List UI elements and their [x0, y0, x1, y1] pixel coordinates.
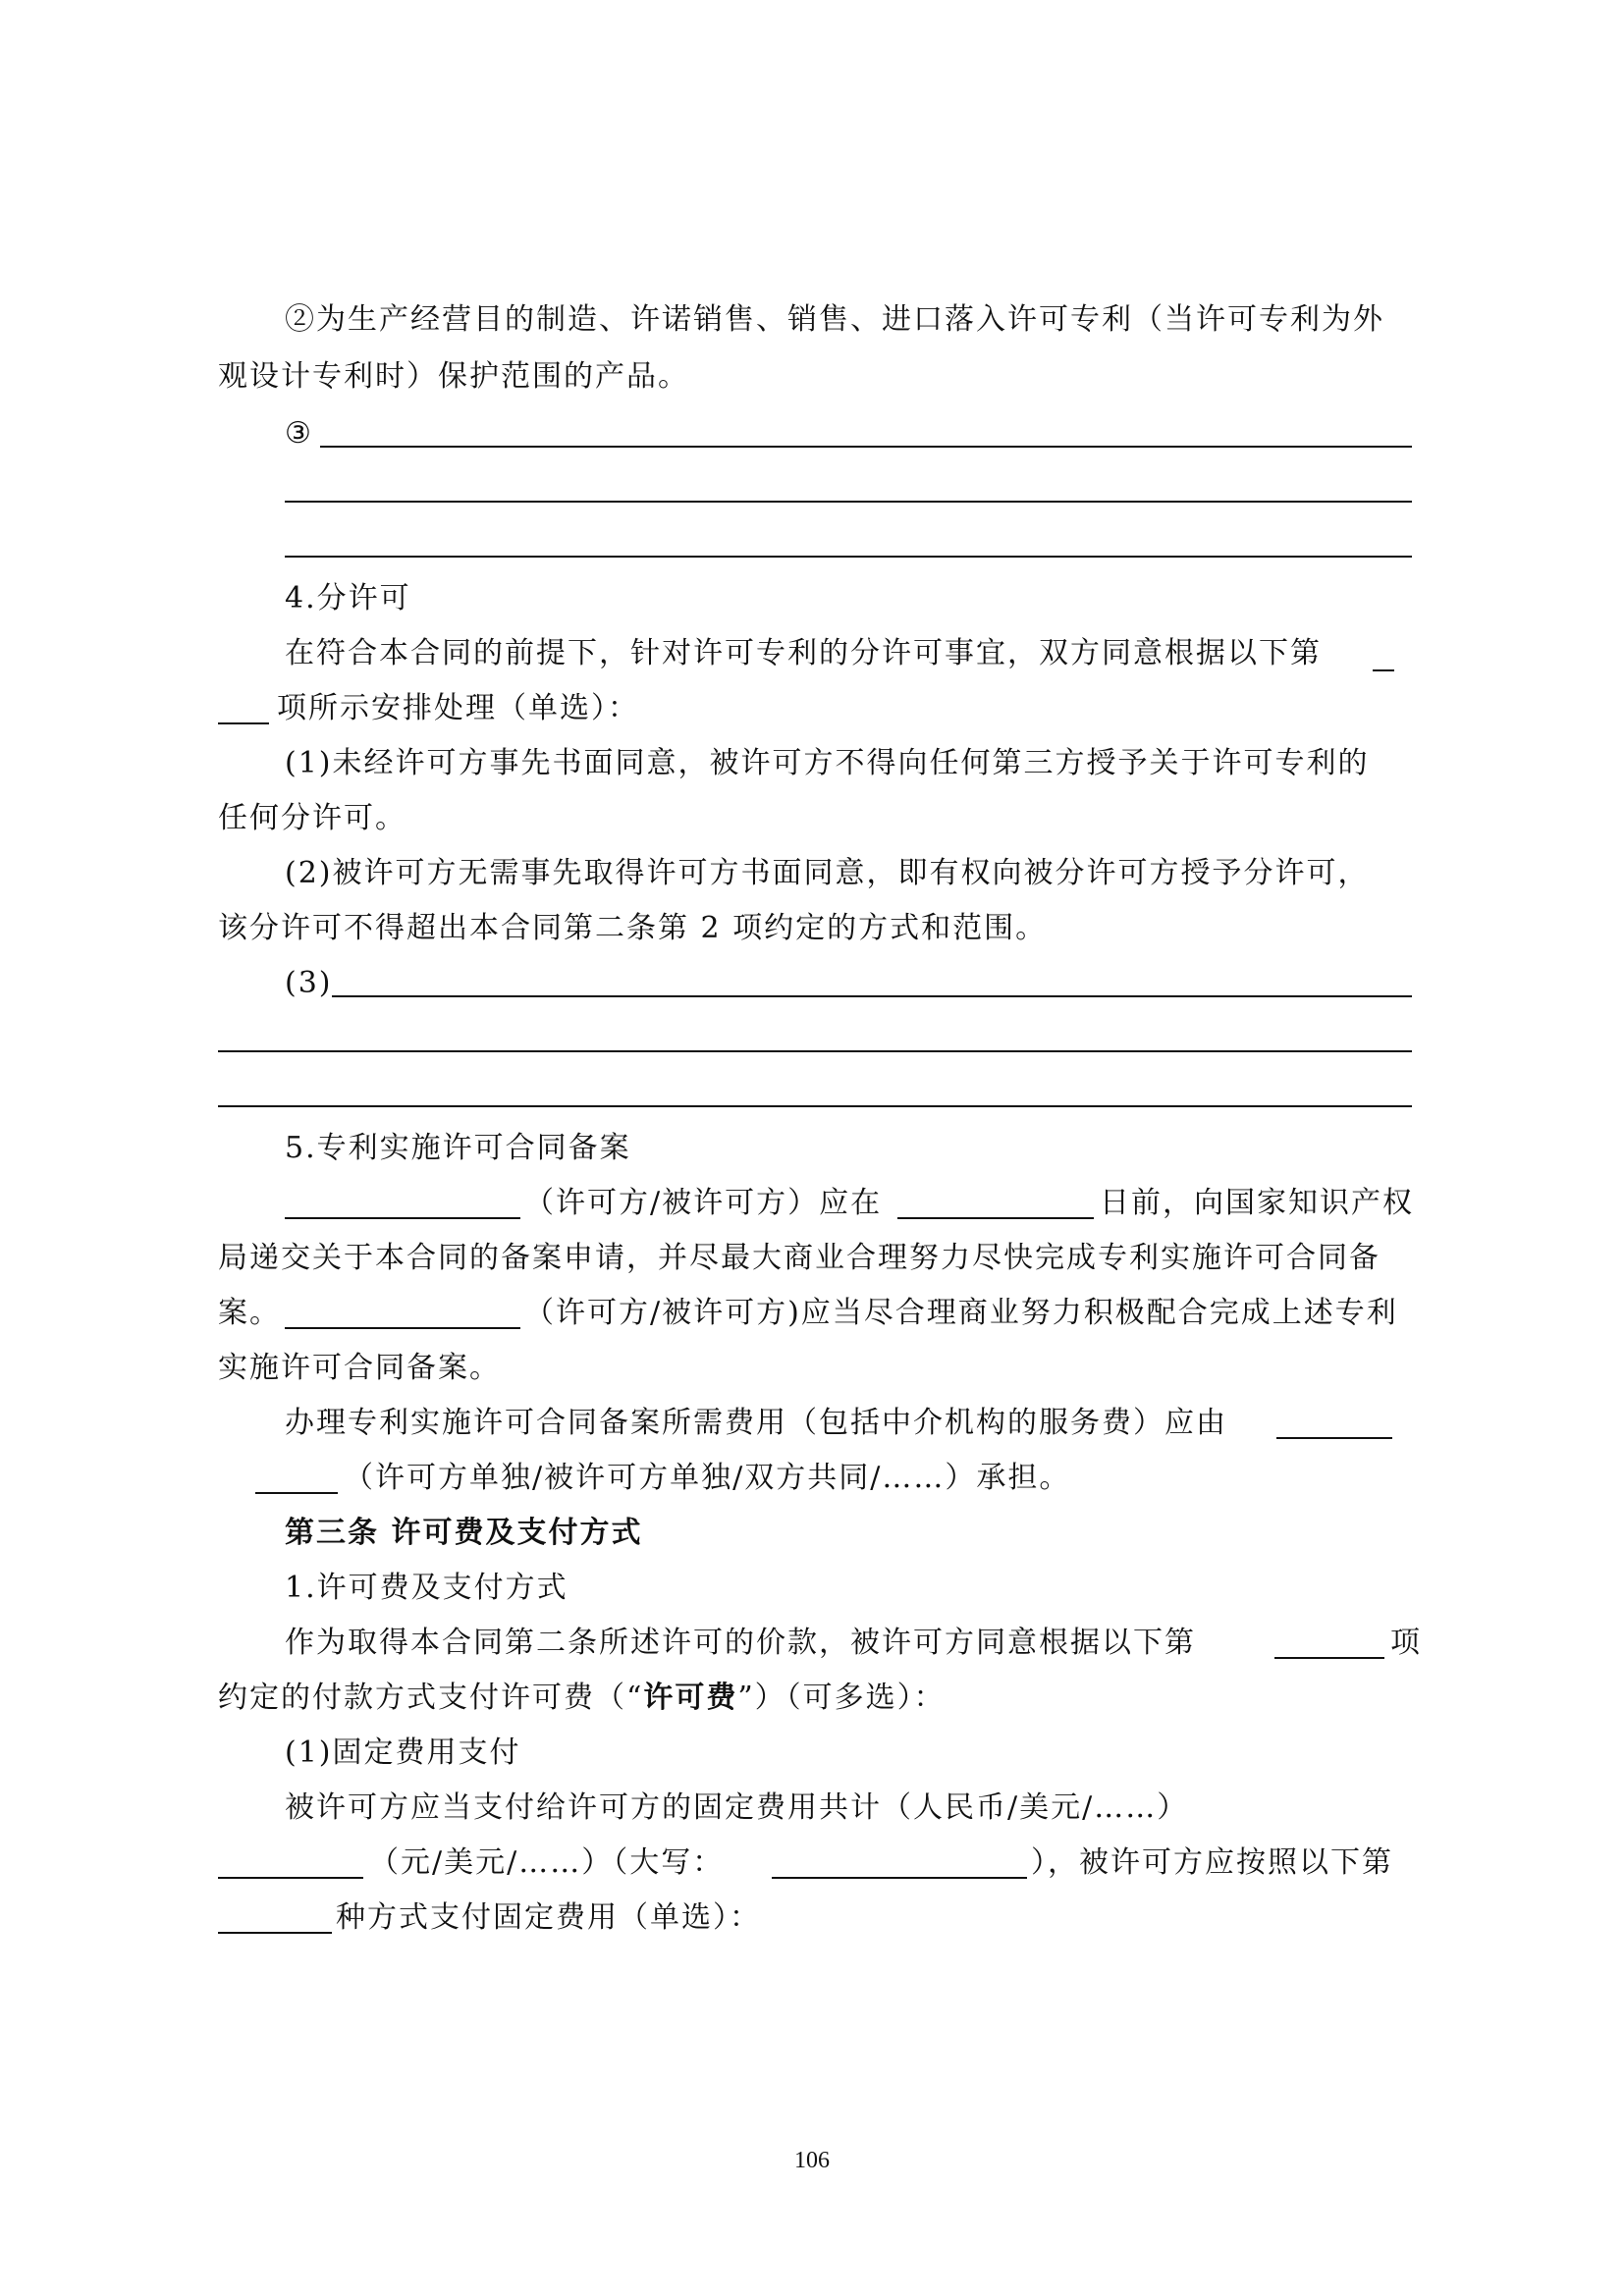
- paragraph-line: 被许可方应当支付给许可方的固定费用共计（人民币/美元/……）: [285, 1790, 1189, 1825]
- paragraph-line: （许可方单独/被许可方单独/双方共同/……）承担。: [344, 1461, 1071, 1495]
- option-line: 任何分许可。: [218, 801, 406, 835]
- fill-blank: [255, 1492, 338, 1494]
- paragraph-line: （元/美元/……）（大写：: [369, 1845, 725, 1880]
- paragraph-line: （许可方/被许可方）应在: [524, 1186, 883, 1220]
- defined-term: 许可费: [643, 1681, 738, 1715]
- paragraph-line: （许可方/被许可方)应当尽合理商业努力积极配合完成上述专利: [524, 1296, 1398, 1330]
- blank-line: [218, 1105, 1412, 1107]
- article-title: 第三条 许可费及支付方式: [285, 1516, 643, 1550]
- paragraph-line: ），被许可方应按照以下第: [1031, 1845, 1393, 1880]
- blank-line: [218, 1050, 1412, 1052]
- item-marker: ③: [285, 416, 313, 451]
- option-line: (1)固定费用支付: [285, 1735, 521, 1770]
- option-line: 该分许可不得超出本合同第二条第 2 项约定的方式和范围。: [218, 911, 1048, 945]
- blank-line: [285, 556, 1412, 558]
- fill-blank: [897, 1217, 1094, 1219]
- blank-line: [332, 995, 1412, 997]
- option-line: (2)被许可方无需事先取得许可方书面同意，即有权向被分许可方授予分许可，: [285, 856, 1370, 890]
- section-title: 5.专利实施许可合同备案: [285, 1131, 631, 1165]
- paragraph-line: 种方式支付固定费用（单选）：: [336, 1900, 761, 1935]
- fill-blank: [772, 1877, 1027, 1879]
- paragraph-line: ②为生产经营目的制造、许诺销售、销售、进口落入许可专利（当许可专利为外: [285, 302, 1384, 337]
- paragraph-line: 项: [1390, 1626, 1422, 1660]
- blank-line: [320, 446, 1412, 448]
- fill-blank: [218, 1932, 332, 1934]
- paragraph-line: 作为取得本合同第二条所述许可的价款，被许可方同意根据以下第: [285, 1626, 1196, 1660]
- option-marker: (3): [285, 966, 333, 1000]
- section-title: 1.许可费及支付方式: [285, 1571, 568, 1605]
- paragraph-line: 局递交关于本合同的备案申请，并尽最大商业合理努力尽快完成专利实施许可合同备: [218, 1241, 1380, 1275]
- text-run: ”）（可多选）：: [737, 1681, 946, 1715]
- paragraph-line: [218, 1679, 946, 1718]
- paragraph-line: 日前，向国家知识产权: [1100, 1186, 1414, 1220]
- section-title: 4.分许可: [285, 581, 411, 615]
- paragraph-line: 办理专利实施许可合同备案所需费用（包括中介机构的服务费）应由: [285, 1406, 1227, 1440]
- paragraph-line: 实施许可合同备案。: [218, 1351, 501, 1385]
- paragraph-line: 在符合本合同的前提下，针对许可专利的分许可事宜，双方同意根据以下第: [285, 636, 1322, 670]
- fill-blank: [1274, 1657, 1384, 1659]
- page-number: 106: [794, 2148, 830, 2173]
- fill-blank: [285, 1327, 520, 1329]
- paragraph-line: 项所示安排处理（单选）：: [277, 691, 639, 725]
- text-run: 约定的付款方式支付许可费（“: [218, 1681, 644, 1715]
- blank-line: [285, 501, 1412, 503]
- fill-blank: [218, 1877, 363, 1879]
- fill-blank: [285, 1217, 520, 1219]
- fill-blank: [1373, 669, 1394, 671]
- option-line: (1)未经许可方事先书面同意，被许可方不得向任何第三方授予关于许可专利的: [285, 746, 1370, 780]
- paragraph-line: 案。: [218, 1296, 281, 1330]
- fill-blank: [218, 722, 269, 724]
- fill-blank: [1276, 1437, 1392, 1439]
- paragraph-line: 观设计专利时）保护范围的产品。: [218, 359, 689, 394]
